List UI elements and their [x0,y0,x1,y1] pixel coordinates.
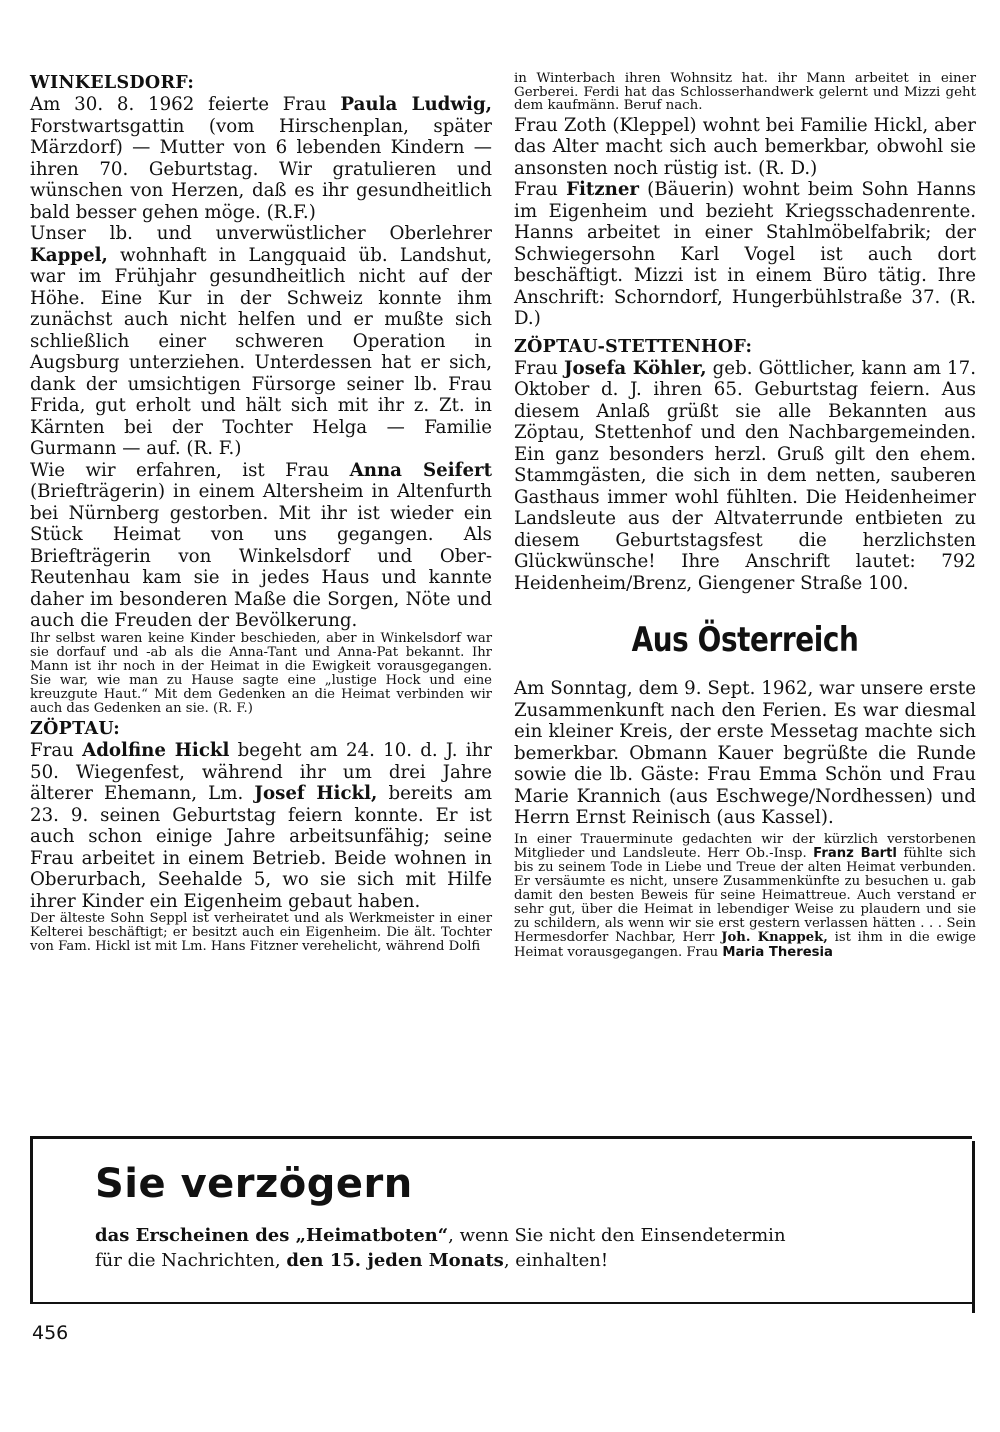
heading-stettenhof: ZÖPTAU-STETTENHOF: [514,336,753,357]
paragraph-seifert: Wie wir erfahren, ist Frau Anna Seifert (Briefträgerin) in einem Altersheim in Altenfurth bei Nürnberg gestorben. Mit ihr ist wieder ein Stück Heimat von uns gegangen. Als Briefträgerin von Winkelsdorf und Ober-Reutenhau kam sie in jedes Haus und kannte daher im besonderen Maße die Sorgen, Nöte und auch die Freuden der Bevölkerung. [30,459,493,631]
paragraph-ludwig: Am 30. 8. 1962 feierte Frau Paula Ludwig, Forstwartsgattin (vom Hirschenplan, später Märzdorf) — Mutter von 6 lebenden Kindern — ihren 70. Geburtstag. Wir gratulieren und wünschen von Herzen, daß es ihr gesundheitlich bald besser gehen möge. (R.F.) [30,94,492,223]
right-column [514,72,976,962]
left-column [30,72,492,956]
paragraph-hickl: Frau Adolfine Hickl begeht am 24. 10. d. J. ihr 50. Wiegenfest, während ihr um drei Jahre älterer Ehemann, Lm. Josef Hickl, bereits am 23. 9. seinen Geburtstag feiern konnte. Er ist auch schon einige Jahre arbeitsunfähig; seine Frau arbeitet in einem Betrieb. Beide wohnen in Oberurbach, Seehalde 5, wo sie sich mit Hilfe ihrer Kinder ein Eigenheim gebaut haben. [30,740,492,912]
paragraph-koehler: Frau Josefa Köhler, geb. Göttlicher, kann am 17. Oktober d. J. ihren 65. Geburtstag feiern. Aus diesem Anlaß grüßt sie alle Bekannten aus Zöptau, Stettenhof und den Nachbargemeinden. Ein ganz besonders herzl. Gruß gilt den ehem. Stammgästen, die sich in dem netten, sauberen Gasthaus immer wohl fühlten. Die Heidenheimer Landsleute aus der Altvaterrunde entbieten zu diesem Geburtstagsfest die herzlichsten Glückwünsche! Ihre Anschrift lautet: 792 Heidenheim/Brenz, Giengener Straße 100. [514,357,976,594]
notice-title: Sie verzögern [95,1161,413,1207]
paragraph-seifert-small: Ihr selbst waren keine Kinder beschieden, aber in Winkelsdorf war sie dorfauf und -ab als die Anna-Tant und Anna-Pat bekannt. Ihr Mann ist ihr noch in der Heimat in die Ewigkeit vorausgegangen. Sie war, wie man zu Hause sagte eine „lustige Hock und eine kreuzgute Haut.“ Mit dem Gedenken an die Heimat verbinden wir auch das Gedenken an sie. (R. F.) [30,630,492,716]
paragraph-fitzner: Frau Fitzner (Bäuerin) wohnt beim Sohn Hanns im Eigenheim und bezieht Kriegsschadenrente. Hanns arbeitet in einer Stahlmöbelfabrik; der Schwiegersohn Karl Vogel ist auch dort beschäftigt. Mizzi ist in einem Büro tätig. Ihre Anschrift: Schorndorf, Hungerbühlstraße 37. (R. D.) [514,179,977,330]
page-number: 456 [32,1322,69,1344]
heading-winkelsdorf: WINKELSDORF: [30,73,195,93]
paragraph-winterbach: in Winterbach ihren Wohnsitz hat. ihr Mann arbeitet in einer Gerberei. Ferdi hat das Schlosserhandwerk gelernt und Mizzi geht dem kaufmänn. Beruf nach. [514,71,976,114]
heading-aus-oesterreich: Aus Österreich [631,620,859,661]
paragraph-hickl-small: Der älteste Sohn Seppl ist verheiratet und als Werkmeister in einer Kelterei beschäftigt; er besitzt auch ein Eigenheim. Die ält. Tochter von Fam. Hickl ist mit Lm. Hans Fitzner verehelicht, während Dolfi [30,911,492,955]
paragraph-trauerminute: In einer Trauerminute gedachten wir der kürzlich verstorbenen Mitglieder und Landsleute. Herr Ob.-Insp. Franz Bartl fühlte sich bis zu seinem Tode in Liebe und Treue der alten Heimat verbunden. Er versäumte es nicht, unsere Zusammenkünfte zu besuchen u. gab damit den besten Beweis für seine Heimattreue. Auch verstand er sehr gut, über die Heimat in lebendiger Weise zu plaudern und sie zu schildern, als wenn wir sie erst gestern verlassen hätten . . . Sein Hermesdorfer Nachbar, Herr Joh. Knappek, ist ihm in die ewige Heimat vorausgegangen. Frau Maria Theresia [514,831,976,960]
notice-box [30,1136,972,1304]
paragraph-zoth: Frau Zoth (Kleppel) wohnt bei Familie Hickl, aber das Alter macht sich auch bemerkbar, obwohl sie ansonsten noch rüstig ist. (R. D.) [514,114,976,179]
notice-line-2: für die Nachrichten, den 15. jeden Monats, einhalten! [95,1250,609,1271]
paragraph-sonntag: Am Sonntag, dem 9. Sept. 1962, war unsere erste Zusammenkunft nach den Ferien. Es war diesmal ein kleiner Kreis, der erste Messetag machte sich bemerkbar. Obmann Kauer begrüßte die Runde sowie die lb. Gäste: Frau Emma Schön und Frau Marie Krannich (aus Eschwege/Nordhessen) und Herrn Ernst Reinisch (aus Kassel). [514,678,976,829]
notice-line-1: das Erscheinen des „Heimatboten“, wenn Sie nicht den Einsendetermin [95,1225,786,1246]
heading-zoeptau: ZÖPTAU: [30,719,121,740]
paragraph-kappel: Unser lb. und unverwüstlicher Oberlehrer Kappel, wohnhaft in Langquaid üb. Landshut, war im Frühjahr gesundheitlich nicht auf der Höhe. Eine Kur in der Schweiz konnte ihm zunächst auch nicht helfen und er mußte sich schließlich einer schweren Operation in Augsburg unterziehen. Unterdessen hat er sich, dank der umsichtigen Fürsorge seiner lb. Frau Frida, gut erholt und hält sich mit ihr z. Zt. in Kärnten bei der Tochter Helga — Familie Gurmann — auf. (R. F.) [30,223,492,459]
